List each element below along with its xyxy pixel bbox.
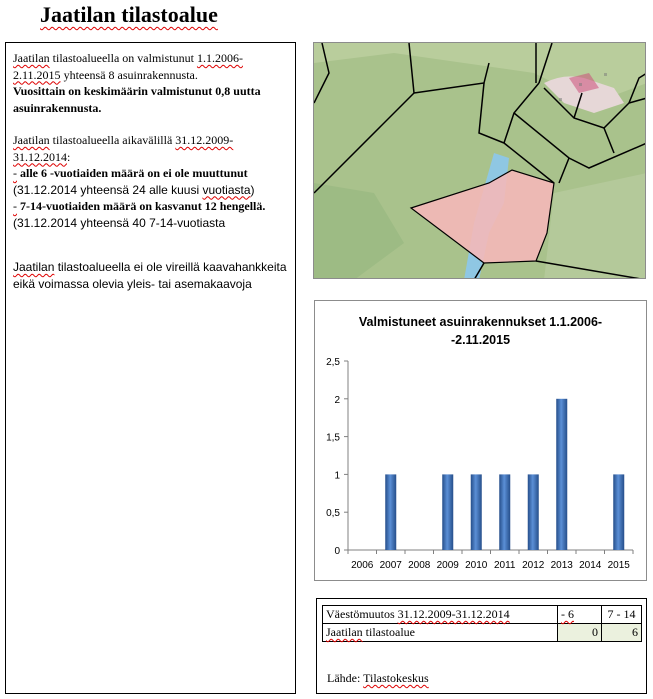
bar bbox=[442, 474, 453, 550]
population-table-box bbox=[316, 598, 647, 694]
bar bbox=[528, 474, 539, 550]
row-value-under6: 0 bbox=[558, 624, 602, 642]
x-tick-label: 2013 bbox=[550, 560, 573, 571]
page-title: Jaatilan tilastoalue bbox=[40, 2, 218, 27]
x-tick-label: 2012 bbox=[522, 560, 545, 571]
paragraph-zoning: Jaatilan tilastoalueella ei ole vireillä kaavahankkeita eikä voimassa olevia yleis- tai asemakaavoja bbox=[13, 260, 287, 291]
table-row bbox=[323, 624, 642, 642]
population-table bbox=[322, 605, 642, 642]
y-tick-label: 1 bbox=[334, 470, 340, 482]
x-tick-label: 2006 bbox=[351, 560, 374, 571]
paragraph-built-buildings: Jaatilan tilastoalueella on valmistunut 1.1.2006-2.11.2015 yhteensä 8 asuinrakennusta. Vuosittain on keskimäärin valmistunut 0,8 uutta asuinrakennusta. bbox=[13, 51, 261, 115]
x-tick-label: 2011 bbox=[493, 560, 516, 571]
info-text-box bbox=[5, 42, 296, 694]
y-tick-label: 0,5 bbox=[326, 508, 340, 520]
x-tick-label: 2010 bbox=[465, 560, 488, 571]
bar-chart bbox=[315, 301, 646, 580]
table-header-row bbox=[323, 606, 642, 624]
x-tick-label: 2008 bbox=[408, 560, 431, 571]
x-tick-label: 2007 bbox=[379, 560, 402, 571]
header-label: Väestömuutos 31.12.2009-31.12.2014 bbox=[323, 606, 558, 624]
x-tick-label: 2014 bbox=[579, 560, 602, 571]
bar bbox=[385, 474, 396, 550]
source-note: Lähde: Tilastokeskus bbox=[327, 671, 429, 685]
x-tick-label: 2015 bbox=[607, 560, 630, 571]
header-under6: - 6 bbox=[558, 606, 602, 624]
row-value-7-14: 6 bbox=[602, 624, 642, 642]
average-built-statement: Vuosittain on keskimäärin valmistunut 0,8 uutta asuinrakennusta. bbox=[13, 84, 261, 115]
paragraph-population-change: Jaatilan tilastoalueella aikavälillä 31.12.2009-31.12.2014: - alle 6 -vuotiaiden määrä on ei ole muuttunut (31.12.2014 yhteensä 24 alle kuusi vuotiasta) - 7-14-vuotiaiden määrä on kasvanut 12 hengellä. (31.12.2014 yhteensä 40 7-14-vuotiasta bbox=[13, 133, 266, 230]
y-tick-label: 1,5 bbox=[326, 432, 340, 444]
y-tick-label: 2,5 bbox=[326, 357, 340, 368]
bar bbox=[556, 399, 567, 550]
row-label: Jaatilan tilastoalue bbox=[323, 624, 558, 642]
map-image bbox=[314, 43, 646, 279]
area-map bbox=[313, 42, 646, 279]
bar bbox=[499, 474, 510, 550]
bar bbox=[471, 474, 482, 550]
bar bbox=[613, 474, 624, 550]
header-7-14: 7 - 14 bbox=[602, 606, 642, 624]
x-tick-label: 2009 bbox=[436, 560, 459, 571]
y-tick-label: 0 bbox=[334, 546, 340, 557]
chart-title: Valmistuneet asuinrakennukset 1.1.2006--2.11.2015 bbox=[358, 315, 603, 347]
chart-container bbox=[314, 300, 647, 581]
y-tick-label: 2 bbox=[334, 394, 340, 406]
